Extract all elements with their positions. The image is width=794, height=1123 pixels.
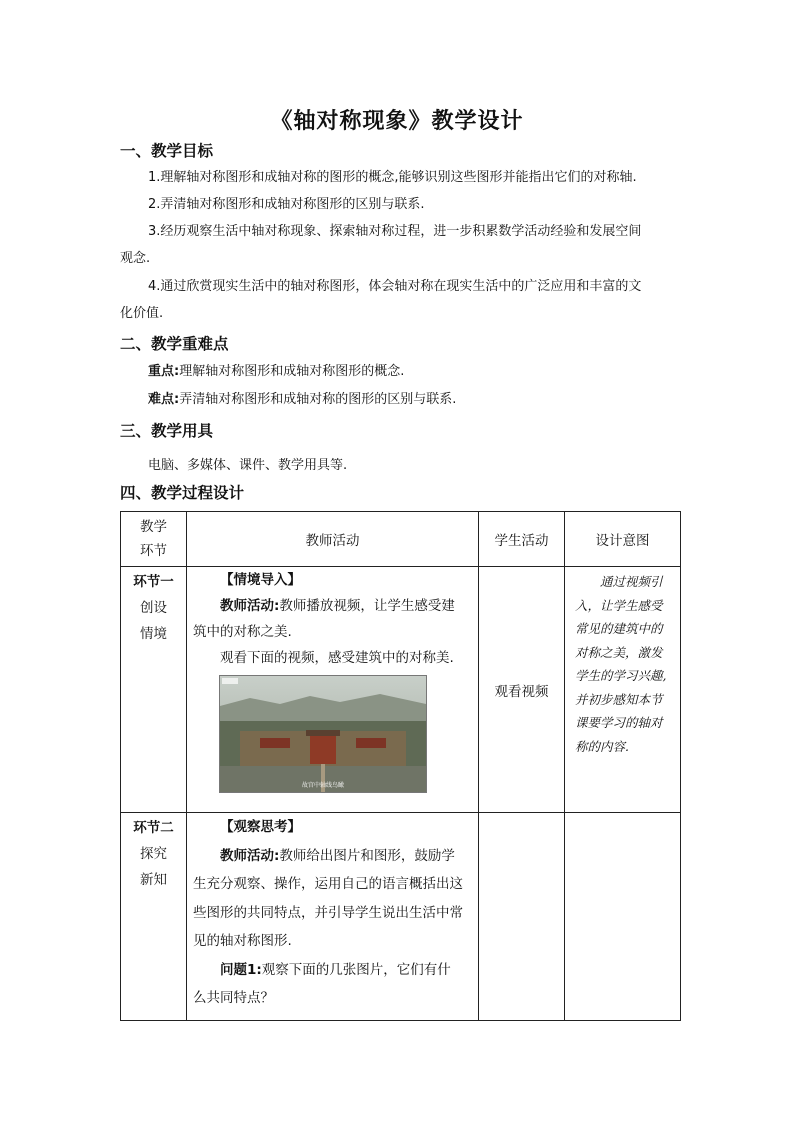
purpose-line: 常见的建筑中的 <box>575 621 663 636</box>
objective-3-cont: 观念. <box>120 251 151 266</box>
header-stage <box>121 512 187 567</box>
stage-line: 探究 <box>140 846 167 862</box>
teacher-activity-cell <box>187 567 479 813</box>
key-points-heading: 二、教学重难点 <box>120 335 229 353</box>
table-row <box>121 567 681 813</box>
activity-label: 教师活动: <box>220 847 280 864</box>
stage-cell <box>121 813 187 1021</box>
logo-mark <box>222 678 238 684</box>
extra-instruction: 观看下面的视频，感受建筑中的对称美. <box>220 650 454 666</box>
objective-4: 4.通过欣赏现实生活中的轴对称图形，体会轴对称在现实生活中的广泛应用和丰富的文 <box>148 279 642 294</box>
section-title: 【观察思考】 <box>220 819 301 835</box>
activity-text: 教师给出图片和图形，鼓励学 <box>279 847 455 864</box>
objective-1: 1.理解轴对称图形和成轴对称的图形的概念,能够识别这些图形并能指出它们的对称轴. <box>148 170 637 185</box>
activity-text-cont: 筑中的对称之美. <box>193 624 292 640</box>
palace-roof-shape <box>306 730 340 736</box>
stage-line: 情境 <box>140 626 167 642</box>
header-stage-line1: 教学 <box>140 519 167 535</box>
tools-text: 电脑、多媒体、课件、教学用具等. <box>148 458 348 473</box>
design-purpose-cell <box>565 813 681 1021</box>
key-point-label: 重点: <box>148 364 180 379</box>
difficult-point-label: 难点: <box>148 392 180 407</box>
stage-name: 环节一 <box>133 574 174 590</box>
activity-text-cont: 生充分观察、操作，运用自己的语言概括出这 <box>193 876 463 892</box>
activity-text-cont: 见的轴对称图形. <box>193 933 292 949</box>
purpose-line: 称的内容. <box>575 738 629 754</box>
activity-text: 教师播放视频，让学生感受建 <box>279 598 455 614</box>
table-header-row <box>121 512 681 567</box>
objectives-heading: 一、教学目标 <box>120 142 214 160</box>
purpose-line: 课要学习的轴对 <box>575 715 663 730</box>
process-heading: 四、教学过程设计 <box>120 484 245 502</box>
purpose-line: 对称之美，激发 <box>575 644 663 660</box>
stage-line: 创设 <box>140 600 167 616</box>
purpose-line: 并初步感知本节 <box>575 691 663 707</box>
video-thumbnail-image[interactable] <box>219 675 427 793</box>
key-point-text: 理解轴对称图形和成轴对称图形的概念. <box>179 364 405 379</box>
stage-cell <box>121 567 187 813</box>
header-student: 学生活动 <box>479 512 565 567</box>
question-paragraph <box>193 956 472 985</box>
question-text-cont: 么共同特点？ <box>193 990 274 1006</box>
objective-4-cont: 化价值. <box>120 306 164 321</box>
image-caption: 故宫中轴线鸟瞰 <box>301 782 345 789</box>
teacher-activity-cell <box>187 813 479 1021</box>
table-row <box>121 813 681 1021</box>
side-hall-shape <box>356 738 386 748</box>
stage-line: 新知 <box>140 872 167 888</box>
objective-3: 3.经历观察生活中轴对称现象、探索轴对称过程，进一步积累数学活动经验和发展空间 <box>148 224 642 239</box>
question-text: 观察下面的几张图片，它们有什 <box>261 961 451 978</box>
activity-text-cont: 些图形的共同特点，并引导学生说出生活中常 <box>193 904 463 921</box>
design-purpose-cell <box>565 567 681 813</box>
stage-name: 环节二 <box>133 820 174 836</box>
section-title: 【情境导入】 <box>220 572 301 588</box>
difficult-point-text: 弄清轴对称图形和成轴对称的图形的区别与联系. <box>179 392 457 407</box>
key-point <box>148 362 404 382</box>
question-label: 问题1: <box>220 961 262 978</box>
student-activity-cell <box>479 813 565 1021</box>
header-teacher: 教师活动 <box>187 512 479 567</box>
purpose-line: 学生的学习兴趣, <box>575 668 667 683</box>
header-stage-line2: 环节 <box>140 543 167 559</box>
palace-hall-shape <box>310 734 336 764</box>
header-purpose: 设计意图 <box>565 512 681 567</box>
student-activity-cell: 观看视频 <box>479 567 565 813</box>
tools-heading: 三、教学用具 <box>120 422 214 440</box>
activity-label: 教师活动: <box>220 598 280 614</box>
activity-paragraph <box>193 842 472 871</box>
activity-paragraph <box>193 593 472 619</box>
purpose-line: 入，让学生感受 <box>575 597 663 613</box>
process-table <box>120 511 681 1021</box>
purpose-line: 通过视频引 <box>600 574 663 589</box>
side-hall-shape <box>260 738 290 748</box>
objective-2: 2.弄清轴对称图形和成轴对称图形的区别与联系. <box>148 197 425 212</box>
difficult-point <box>148 390 456 410</box>
page-title: 《轴对称现象》教学设计 <box>270 108 524 134</box>
